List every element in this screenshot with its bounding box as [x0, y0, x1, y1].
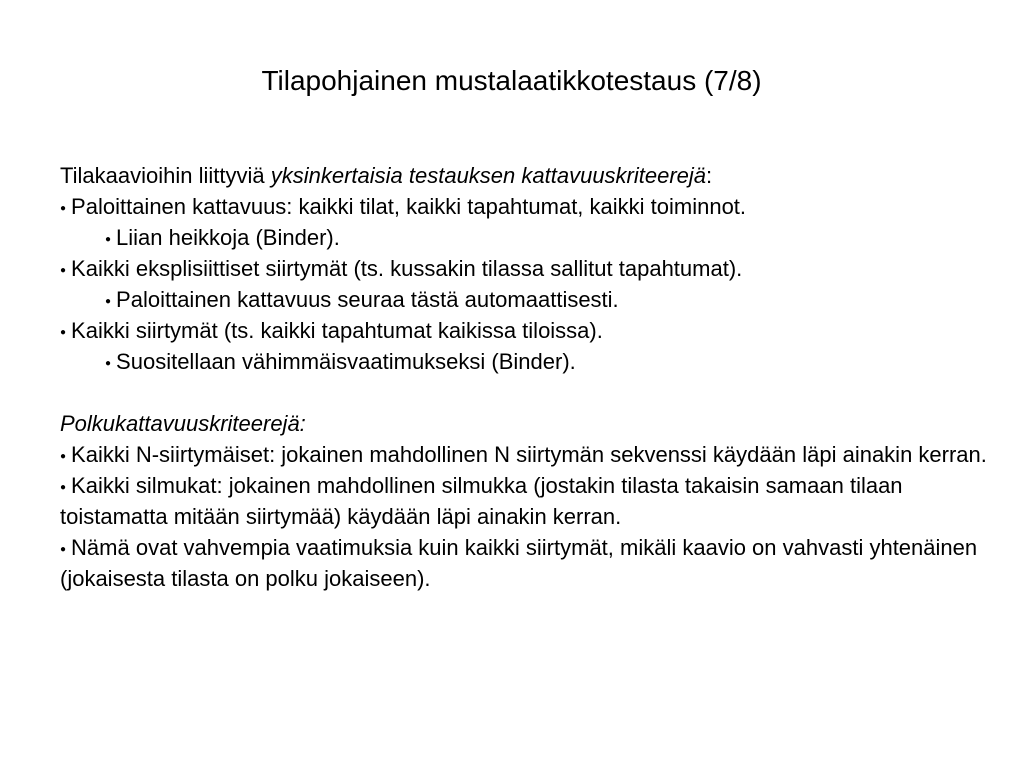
- bullet-item: [60, 191, 995, 222]
- bullet-item: [60, 253, 995, 284]
- bullet-item-text: Kaikki silmukat: jokainen mahdollinen silmukka (jostakin tilasta takaisin samaan tilaan toistamatta mitään siirtymää) käydään läpi ainakin kerran.: [60, 473, 903, 529]
- section1-intro-colon: :: [706, 163, 713, 188]
- bullet-item: [60, 532, 995, 594]
- bullet-item-text: Nämä ovat vahvempia vaatimuksia kuin kaikki siirtymät, mikäli kaavio on vahvasti yhtenäinen (jokaisesta tilasta on polku jokaiseen).: [60, 535, 978, 591]
- section2-heading: [60, 408, 995, 439]
- bullet-item-text: Paloittainen kattavuus: kaikki tilat, kaikki tapahtumat, kaikki toiminnot.: [71, 194, 747, 219]
- section1-intro: [60, 160, 995, 191]
- sub-bullet-item-text: Paloittainen kattavuus seuraa tästä automaattisesti.: [116, 287, 619, 312]
- bullet-icon: ●: [105, 234, 112, 245]
- slide-title: Tilapohjainen mustalaatikkotestaus (7/8): [261, 65, 762, 96]
- bullet-item-text: Kaikki siirtymät (ts. kaikki tapahtumat kaikissa tiloissa).: [71, 318, 603, 343]
- sub-bullet-item: [60, 284, 995, 315]
- sub-bullet-item: [60, 222, 995, 253]
- bullet-item: [60, 315, 995, 346]
- section2-heading-text: Polkukattavuuskriteerejä:: [60, 411, 306, 436]
- sub-bullet-item-text: Liian heikkoja (Binder).: [116, 225, 340, 250]
- bullet-icon: ●: [105, 358, 112, 369]
- bullet-icon: ●: [60, 451, 67, 462]
- bullet-item-text: Kaikki eksplisiittiset siirtymät (ts. kussakin tilassa sallitut tapahtumat).: [71, 256, 743, 281]
- bullet-icon: ●: [105, 296, 112, 307]
- section1-intro-plain: Tilakaavioihin liittyviä: [60, 163, 271, 188]
- bullet-item: [60, 470, 995, 532]
- bullet-item: [60, 439, 995, 470]
- bullet-icon: ●: [60, 265, 67, 276]
- sub-bullet-item: [60, 346, 995, 377]
- slide-body: [60, 160, 995, 594]
- spacer: [60, 377, 995, 408]
- sub-bullet-item-text: Suositellaan vähimmäisvaatimukseksi (Binder).: [116, 349, 576, 374]
- bullet-item-text: Kaikki N-siirtymäiset: jokainen mahdollinen N siirtymän sekvenssi käydään läpi ainakin kerran.: [71, 442, 987, 467]
- bullet-icon: ●: [60, 203, 67, 214]
- bullet-icon: ●: [60, 544, 67, 555]
- section1-intro-italic: yksinkertaisia testauksen kattavuuskriteerejä: [270, 163, 707, 188]
- bullet-icon: ●: [60, 327, 67, 338]
- bullet-icon: ●: [60, 482, 67, 493]
